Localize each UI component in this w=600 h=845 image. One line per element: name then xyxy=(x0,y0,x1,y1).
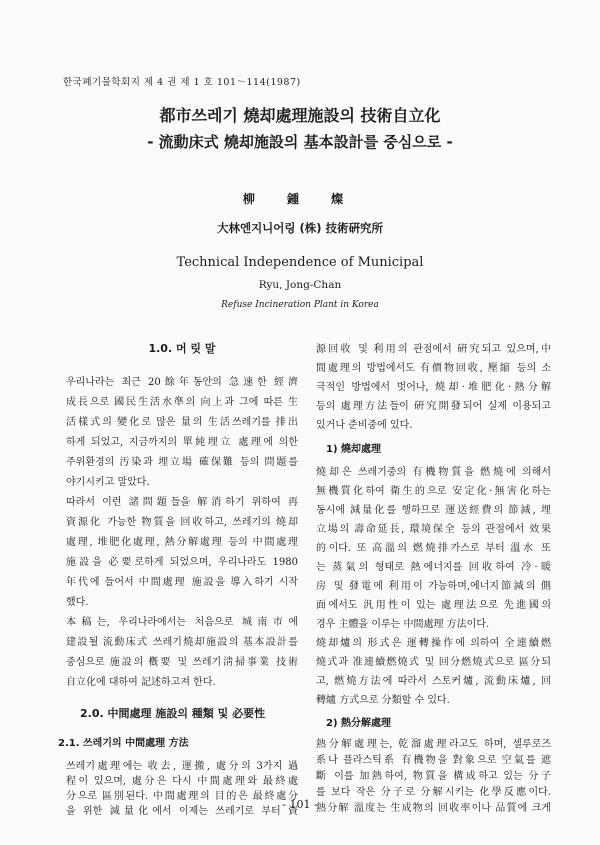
page-number: - 101 - xyxy=(282,798,318,811)
text-line: 系나 플라스틱系 有機物을 對象으로 空氣를 遮 xyxy=(316,755,551,766)
text-line: 轉爐 方式으로 分類할 수 있다. xyxy=(316,695,450,706)
subsection-heading-incineration: 1) 燒却處理 xyxy=(326,444,382,455)
section-heading-intermediate-treatment: 2.0. 中間處理 施設의 種類 및 必要性 xyxy=(80,707,266,720)
english-subtitle: Refuse Incineration Plant in Korea xyxy=(221,300,379,310)
text-line: 建設될 流動床式 쓰레기燒却施設의 基本設計를 xyxy=(66,637,298,648)
text-line: 活樣式의 變化로 많은 量의 生活쓰레기를 排出 xyxy=(66,417,298,428)
text-line: 고, 燃燒方法에 따라서 스토커爐, 流動床爐, 回 xyxy=(316,676,551,687)
english-title: Technical Independence of Municipal xyxy=(176,255,424,270)
journal-reference: 한국폐기물학회지 제 4 권 제 1 호 101～114(1987) xyxy=(63,77,301,88)
text-line: 年代에 들어서 中間處理 施設을 導入하기 시작 xyxy=(66,577,298,588)
subsection-heading-methods: 2.1. 쓰레기의 中間處理 方法 xyxy=(58,738,189,749)
text-line: 따라서 이런 諸問題들을 解消하기 위하여 再 xyxy=(66,497,298,508)
text-line: 중심으로 施設의 槪要 및 쓰레기淸掃事業 技術 xyxy=(66,657,298,668)
author-name-en: Ryu, Jong-Chan xyxy=(258,279,342,291)
text-line: 間處理의 방법에서도 有價物回收, 壓縮 등의 소 xyxy=(316,363,551,374)
text-line: 주위환경의 汚染과 埋立場 確保難 등의 問題를 xyxy=(66,457,298,468)
text-line: 斷 이를 加熱하여, 物質을 構成하고 있는 分子 xyxy=(316,771,551,782)
text-line: 燒却은 쓰레기중의 有機物質을 燃燒에 의해서 xyxy=(316,467,551,478)
text-line: 쓰레기處理에는 收去, 運搬, 處分의 3가지 過 xyxy=(66,761,298,772)
text-line: 경우 主體을 이루는 中間處理 方法이다. xyxy=(316,619,490,630)
text-line: 程이 있으며, 處分은 다시 中間處理와 最終處 xyxy=(66,776,298,787)
text-line: 했다. xyxy=(66,597,89,608)
text-line: 源回收 및 利用의 관점에서 硏究되고 있으며,中 xyxy=(316,344,551,355)
text-line: 는 蒸氣의 형태로 熱에너지를 回收하여 冷·暖 xyxy=(316,562,551,573)
text-line: 등의 處理方法들이 硏究開發되어 실제 이용되고 xyxy=(316,401,551,412)
text-line: 우리나라는 최근 20餘年동안의 急速한 經濟 xyxy=(66,377,298,388)
right-column xyxy=(316,0,551,845)
text-line: 處理, 堆肥化處理, 熱分解處理 등의 中間處理 xyxy=(66,537,298,548)
text-line: 本稿는, 우리나라에서는 처음으로 城南市에 xyxy=(66,617,298,628)
text-line: 燒式과 准連續燃燒式 및 回分燃燒式으로 區分되 xyxy=(316,657,551,668)
text-line: 熱分解 溫度는 生成物의 回收率이나 品質에 크게 xyxy=(316,803,551,814)
text-line: 分으로 區別된다. 中間處理의 目的은 最終處分 xyxy=(66,791,298,802)
text-line: 을 위한 減量化에서 이제는 쓰레기로 부터 資 xyxy=(66,806,298,817)
text-line: 面에서도 汎用性이 있는 處理法으로 先進國의 xyxy=(316,600,551,611)
text-line: 無機質化하여 衛生的으로 安定化·無害化하는 xyxy=(316,486,551,497)
author-name-ko: 柳 鍾 燦 xyxy=(242,192,358,206)
paper-subtitle: - 流動床式 燒却施設의 基本設計를 중심으로 - xyxy=(147,133,453,151)
text-line: 施設을 必要로하게 되었으며, 우리나라도 1980 xyxy=(66,557,298,568)
text-line: 資源化 가능한 物質을 回收하고, 쓰레기의 燒却 xyxy=(66,517,298,528)
text-line: 야기시키고 말았다. xyxy=(66,477,150,488)
paper-title: 都市쓰레기 燒却處理施設의 技術自立化 xyxy=(159,106,441,125)
text-line: 熱分解處理는, 乾溜處理라고도 하며, 셀루로즈 xyxy=(316,739,551,750)
text-line: 극적인 방법에서 벗어나, 燒却·堆肥化·熱分解 xyxy=(316,382,551,393)
text-line: 燒却爐의 形式은 運轉操作에 의하여 全連續燃 xyxy=(316,638,551,649)
left-column xyxy=(58,0,298,845)
text-line: 自立化에 대하여 記述하고져 한다. xyxy=(66,677,216,688)
text-line: 있거나 준비중에 있다. xyxy=(316,420,413,431)
subsection-heading-pyrolysis: 2) 熱分解處理 xyxy=(326,718,392,729)
text-line: 成長으로 國民生活水準의 向上과 그에 따른 生 xyxy=(66,397,298,408)
text-line: 동시에 減量化를 행하므로 運送經費의 節減, 埋 xyxy=(316,505,551,516)
section-heading-introduction: 1.0. 머 릿 말 xyxy=(148,342,216,355)
author-affiliation: 大林엔지니어링 (株) 技術硏究所 xyxy=(216,221,384,235)
text-line: 하게 되었고, 지금까지의 單純埋立 處理에 의한 xyxy=(66,437,298,448)
text-line: 를 보다 작은 分子로 分解시키는 化學反應이다. xyxy=(316,787,551,798)
text-line: 立場의 壽命延長, 環境保全 등의 관점에서 效果 xyxy=(316,524,551,535)
text-line: 房 및 發電에 利用이 가능하며,에너지節減의 側 xyxy=(316,581,551,592)
text-line: 的이다. 또 高溫의 燃燒排가스로 부터 溫水 또 xyxy=(316,543,551,554)
